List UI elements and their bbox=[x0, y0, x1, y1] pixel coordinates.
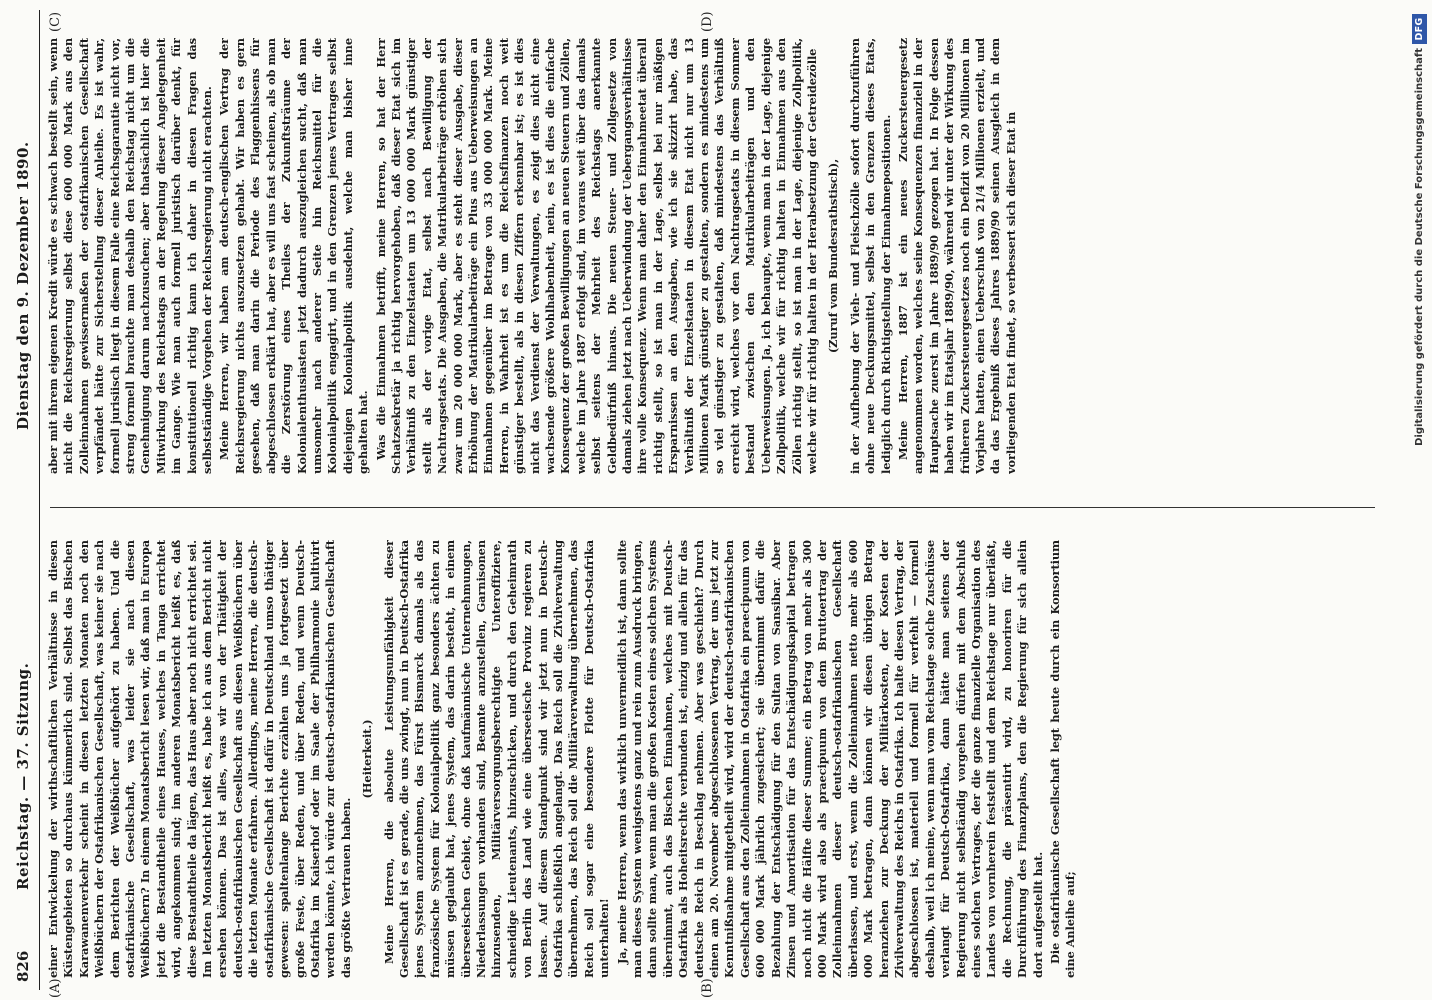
digitization-credit bbox=[1412, 8, 1430, 992]
margin-marker-a: (A) bbox=[48, 978, 63, 998]
text-column-right bbox=[46, 38, 1386, 474]
page-number: 826 bbox=[14, 950, 32, 982]
column-divider bbox=[50, 507, 1375, 508]
paragraph: in der Aufhebung der Vieh- und Fleischzölle sofort durchzuführen ohne neue Deckungsmittel, selbst in den Grenzen dieses Etats, lediglich durch Richtigstellung der Einnahmepositionen. bbox=[847, 38, 893, 474]
margin-marker-b: (B) bbox=[700, 978, 715, 998]
paragraph: Meine Herren, wir haben am deutsch-englischen Vertrag der Reichsregierung nichts auszusetzen gehabt. Wir haben es gern gesehen, daß man darin die Periode des Flaggenhissens für abgeschlossen erklärt hat, aber es will uns fast scheinen, als ob man die Zerstörung eines Theiles der Zukunftsträume der Kolonialenthusiasten jetzt dadurch auszugleichen sucht, daß man umsomehr nach anderer Seite hin Reichsmittel für die Kolonialpolitik engagirt, und in den Grenzen jenes Vertrages selbst diejenigen Kolonialpolitik ausdehnt, welche man bisher inne gehalten hat. bbox=[217, 38, 371, 474]
text-column-left bbox=[46, 540, 1386, 978]
dfg-logo: DFG bbox=[1412, 14, 1427, 44]
interjection: (Heiterkeit.) bbox=[360, 719, 375, 799]
header-right-title: Dienstag den 9. Dezember 1890. bbox=[14, 141, 32, 430]
paragraph: Die ostafrikanische Gesellschaft legt heute durch ein Konsortium eine Anleihe auf; bbox=[1048, 540, 1078, 978]
margin-marker-d: (D) bbox=[700, 11, 715, 32]
header-rule bbox=[39, 10, 40, 990]
header-left-title: Reichstag. — 37. Sitzung. bbox=[14, 662, 32, 890]
paragraph: Meine Herren, 1887 ist ein neues Zuckersteuergesetz angenommen worden, welches seine Konsequenzen finanziell in der Hauptsache zuerst im Jahre 1889/90 gezogen hat. In Folge dessen haben wir im Etatsjahr 1889/90, während wir unter der Wirkung des früheren Zuckersteuergesetzes noch ein Defizit von 20 Millionen im Vorjahre hatten, einen Ueberschuß von 21/4 Millionen erzielt, und da das Ergebniß dieses Jahres 1889/90 seinen Ausgleich in dem vorliegenden Etat findet, so verbessert sich dieser Etat in bbox=[895, 38, 1018, 474]
paragraph: aber mit ihrem eigenen Kredit würde es schwach bestellt sein, wenn nicht die Reichsregierung selbst diese 600 000 Mark aus den Zolleinnahmen gewissermaßen der ostafrikanischen Gesellschaft verpfändet hätte zur Sicherstellung dieser Anleihe. Es ist wahr, formell jurisiisch liegt in diesem Falle eine Reichsgarantie nicht vor, streng formell brauchte man deshalb den Reichstag nicht um die Genehmigung darum nachzusuchen; aber thatsächlich ist hier die Mitwirkung des Reichstags an der Regelung dieser Angelegenheit im Gange. Wie man auch formell juristisch darüber denkt, für konstitutionell richtig kann ich daher in diesen Fragen das selbstständige Vorgehen der Reichsregierung nicht erachten. bbox=[46, 38, 215, 474]
page-header bbox=[4, 10, 40, 990]
interjection: (Zuruf vom Bundesrathstisch), bbox=[826, 158, 841, 354]
paragraph: einer Entwickelung der wirthschaftlichen Verhältnisse in diesen Küstengebieten so durchaus kümmerlich sind. Selbst das Bischen Karawanenverkehr scheint in diesen letzten Monaten noch den Weißbüchern der Ostafrikanischen Gesellschaft, was keiner sie nach dem Berichten der Weißbücher aufgehört zu haben. Und die ostafrikanische Gesellschaft, was leider sie nach diesen Weißbüchern? In einem Monatsbericht lesen wir, daß man in Europa jetzt die Bestandtheile eines Hauses, welches in Tanga errichtet wird, angekommen sind; im anderen Monatsbericht heißt es, daß diese Bestandtheile da lägen, das Haus aber noch nicht errichtet sei. Im letzten Monatsbericht heißt es, habe ich aus dem Bericht nicht ersehen können. Das ist alles, was wir von der Thätigkeit der deutsch-ostafrikanischen Gesellschaft aus diesen Weißbüchern über die letzten Monate erfahren. Allerdings, meine Herren, die deutsch-ostafrikanische Gesellschaft ist dafür in Deutschland umso thätiger gewesen: spaltenlange Berichte erzählen uns ja fortgesetzt über große Feste, über Reden, und über Reden, und wenn Deutsch-Ostafrika im Kaiserhof oder im Saale der Philharmonie kultivirt werden könnte, ich würde zur deutsch-ostafrikanischen Gesellschaft das größte Vertrauen haben. bbox=[46, 540, 353, 978]
credit-text: Digitalisierung gefördert durch die Deutsche Forschungsgemeinschaft bbox=[1414, 48, 1425, 446]
paragraph: Ja, meine Herren, wenn das wirklich unvermeidlich ist, dann sollte man dieses System wenigstens ganz und rein zum Ausdruck bringen, dann sollte man, wenn man die großen Kosten eines solchen Systems übernimmt, auch das Bischen Einnahmen, welches mit Deutsch-Ostafrika als Hoheitsrechte verbunden ist, einzig und allein für das deutsche Reich in Beschlag nehmen. Aber was geschieht? Durch einen am 20. November abgeschlossenen Vertrag, der uns jetzt zur Kenntnißnahme mitgetheilt wird, wird der deutsch-ostafrikanischen Gesellschaft aus den Zolleinnahmen in Ostafrika ein praecipuum von 600 000 Mark jährlich zugesichert; sie übernimmt dafür die Bezahlung der Entschädigung für den Sultan von Sansibar. Aber Zinsen und Amortisation für das Entschädigungskapital betragen noch nicht die Hälfte dieser Summe; ein Betrag von mehr als 300 000 Mark wird also als praecipuum von dem Bruttoertrag der Zolleinnahmen dieser deutsch-ostafrikanischen Gesellschaft überlassen, und erst, wenn die Zolleinnahmen netto mehr als 600 000 Mark betragen, dann können wir diesen übrigen Betrag heranziehen zur Deckung der Militärkosten, der Kosten der Zivilverwaltung des Reichs in Ostafrika. Ich halte diesen Vertrag, der abgeschlossen ist, materiell und formell für verfehlt — formell deshalb, weil ich meine, wenn man vom Reichstage solche Zuschüsse verlangt für Deutsch-Ostafrika, dann hätte man seitens der Regierung nicht selbständig vorgehen dürfen mit dem Abschluß eines solchen Vertrages, der die ganze finanzielle Organisation des Landes von vornherein feststellt und dem Reichstage nur überläßt, die Rechnung, die präsentirt wird, zu honoriren für die Durchführung des Finanzplans, den die Regierung für sich allein dort aufgestellt hat. bbox=[614, 540, 1045, 978]
paragraph: Meine Herren, die absolute Leistungsunfähigkeit dieser Gesellschaft ist es gerade, die uns zwingt, nun in Deutsch-Ostafrika jenes System anzunehmen, das Fürst Bismarck damals als das französische System für Kolonialpolitik ganz besonders ächten zu müssen geglaubt hat, jenes System, das darin besteht, in einem überseeischen Gebiet, ohne daß kaufmännische Unternehmungen, Niederlassungen vorhanden sind, Beamte anzustellen, Garnisonen hinzusenden, Militärversorgungsberechtigte Unteroffiziere, schneidige Lieutenants, hinzuschicken, und durch den Geheimrath von Berlin das Land wie eine überseeische Provinz regieren zu lassen. Auf diesem Standpunkt sind wir jetzt nun in Deutsch-Ostafrika schließlich angelangt. Das Reich soll die Zivilverwaltung übernehmen, das Reich soll die Militärverwaltung übernehmen, das Reich soll sogar eine besondere Flotte für Deutsch-Ostafrika unterhalten! bbox=[381, 540, 612, 978]
margin-marker-c: (C) bbox=[48, 11, 63, 32]
paragraph: Was die Einnahmen betrifft, meine Herren, so hat der Herr Schatzsekretär ja richtig hervorgehoben, daß dieser Etat sich im Verhältniß zu den Einzelstaaten um 13 000 000 Mark günstiger stellt als der vorige Etat, selbst nach Bewilligung der Nachtragsetats. Die Ausgaben, die Matrikularbeiträge erhöhen sich zwar um 20 000 000 Mark, aber es steht dieser Ausgabe, dieser Erhöhung der Matrikularbeiträge ein Plus aus Ueberweisungen an Einnahmen gegenüber im Betrage von 33 000 000 Mark. Meine Herren, in Wahrheit ist es um die Reichsfinanzen noch weit günstiger bestellt, als in diesen Ziffern erkennbar ist; es ist dies nicht das Verdienst der Verwaltungen, es zeigt dies nicht eine wachsende größere Wohlhabenheit, nein, es ist dies die einfache Konsequenz der großen Bewilligungen an neuen Steuern und Zöllen, welche im Jahre 1887 erfolgt sind, im voraus weit über das damals selbst seitens der Mehrheit des Reichstags anerkannte Geldbedürfniß hinaus. Die neuen Steuer- und Zollgesetze von damals ziehen jetzt nach Ueberwindung der Uebergangsverhältnisse ihre volle Konsequenz. Wenn man daher den Einnahmeetat überall richtig stellt, so ist man in der Lage, selbst bei nur mäßigen Ersparnissen an den Ausgaben, wie ich sie skizzirt habe, das Verhältniß der Einzelstaaten in diesem Etat nicht nur um 13 Millionen Mark günstiger zu gestalten, sondern es mindestens um so viel günstiger zu gestalten, daß mindestens das Verhältniß erreicht wird, welches vor den Nachtragsetats in diesem Sommer bestand zwischen den Matrikularbeiträgen und den Ueberweisungen. Ja, ich behaupte, wenn man in der Lage, diejenige Zollpolitik, welche wir für richtig halten in Einnahmen aus den Zöllen richtig stellt, so ist man in der Lage, diejenige Zollpolitik, welche wir für richtig halten in der Herabsetzung der Getreidezölle bbox=[373, 38, 819, 474]
